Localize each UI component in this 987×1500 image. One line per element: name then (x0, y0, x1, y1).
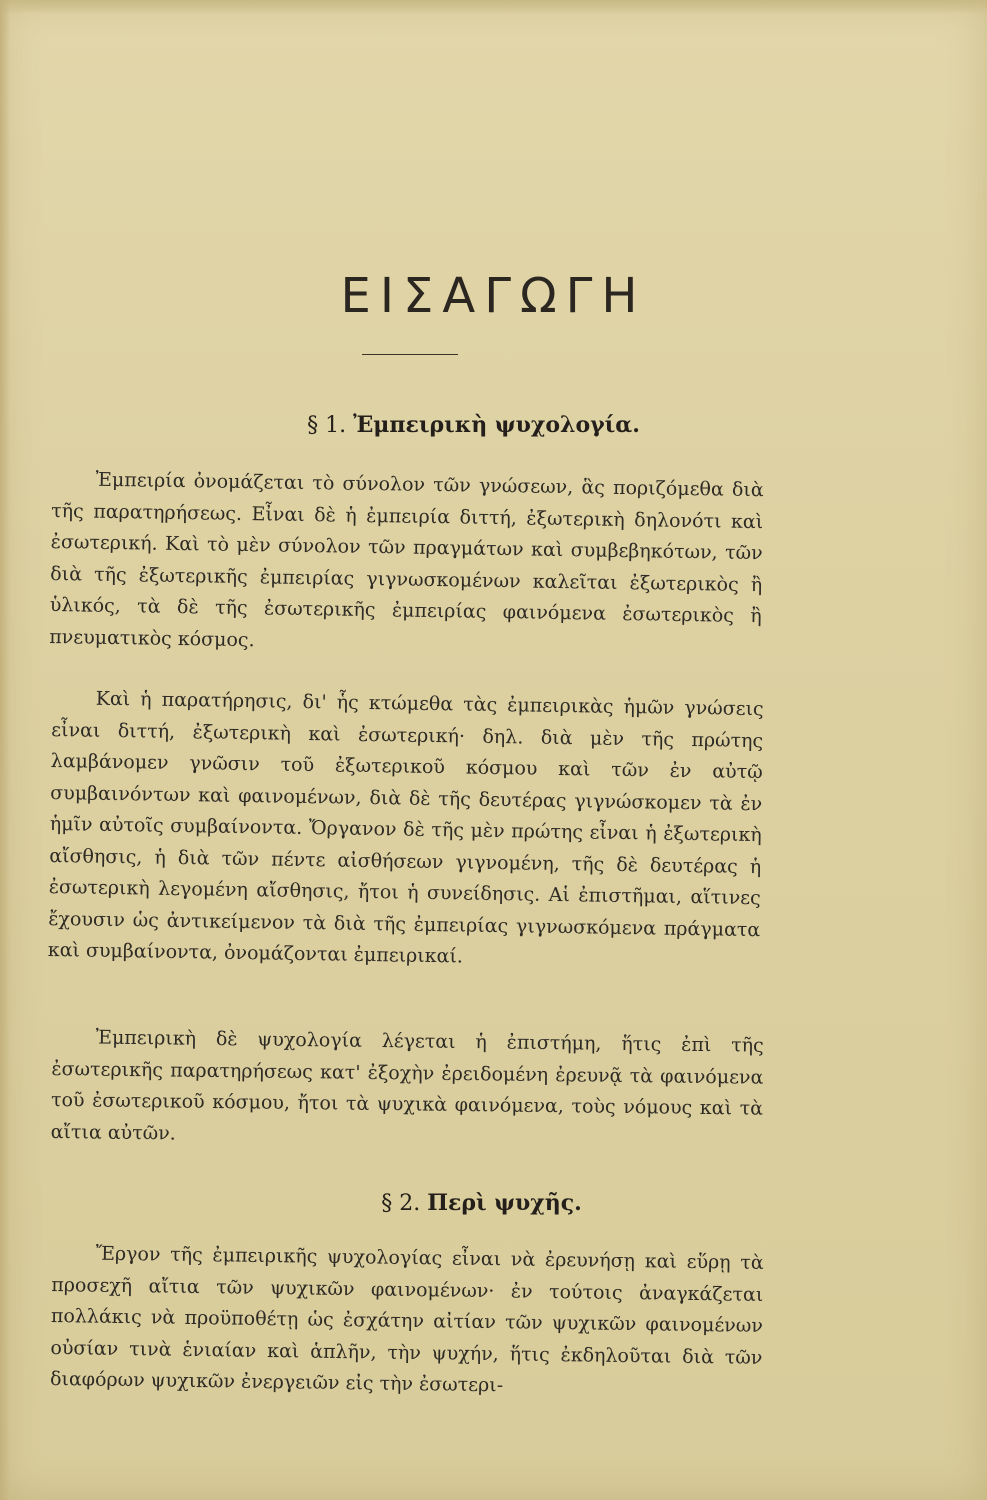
section-heading-1 (0, 412, 967, 438)
chapter-title: ΕΙΣΑΓΩΓΗ (340, 268, 647, 324)
section-title-1: Ἐμπειρικὴ ψυχολογία. (353, 412, 640, 438)
page-top-edge (0, 0, 987, 14)
paragraph-2: Καὶ ἡ παρατήρησις, δι' ἧς κτώμεθα τὰς ἐμπειρικὰς ἡμῶν γνώσεις εἶναι διττή, ἐξωτερικὴ καὶ ἐσωτερική· δηλ. διὰ μὲν τῆς πρώτης λαμβάνομεν γνῶσιν τοῦ ἐξωτερικοῦ κόσμου καὶ τῶν ἐν αὐτῷ συμβαινόντων καὶ φαινομένων, διὰ δὲ τῆς δευτέρας γιγνώσκομεν τὰ ἐν ἡμῖν αὐτοῖς συμβαίνοντα. Ὄργανον δὲ τῆς μὲν πρώτης εἶναι ἡ ἐξωτερικὴ αἴσθησις, ἡ διὰ τῶν πέντε αἰσθήσεων γιγνομένη, τῆς δὲ δευτέρας ἡ ἐσωτερικὴ λεγομένη αἴσθησις, ἤτοι ἡ συνείδησις. Αἱ ἐπιστῆμαι, αἵτινες ἔχουσιν ὡς ἀντικείμενον τὰ διὰ τῆς ἐμπειρίας γιγνωσκόμενα πράγματα καὶ συμβαίνοντα, ὀνομάζονται ἐμπειρικαί. (47, 687, 764, 968)
section-title-2: Περὶ ψυχῆς. (427, 1190, 582, 1216)
paragraph-1: Ἐμπειρία ὀνομάζεται τὸ σύνολον τῶν γνώσεων, ἃς ποριζόμεθα διὰ τῆς παρατηρήσεως. Εἶναι δὲ ἡ ἐμπειρία διττή, ἐξωτερικὴ δηλονότι καὶ ἐσωτερική. Καὶ τὸ μὲν σύνολον τῶν πραγμάτων καὶ συμβεβηκότων, τῶν διὰ τῆς ἐξωτερικῆς ἐμπειρίας γιγνωσκομένων καλεῖται ἐξωτερικὸς ἢ ὑλικός, τὰ δὲ τῆς ἐσωτερικῆς ἐμπειρίας φαινόμενα ἐσωτερικὸς ἢ πνευματικὸς κόσμος. (49, 468, 764, 651)
paragraph-4: Ἔργον τῆς ἐμπειρικῆς ψυχολογίας εἶναι νὰ ἐρευνήσῃ καὶ εὕρῃ τὰ προσεχῆ αἴτια τῶν ψυχικῶν φαινομένων· ἐν τούτοις ἀναγκάζεται πολλάκις νὰ προϋποθέτῃ ὡς ἐσχάτην αἰτίαν τῶν ψυχικῶν φαινομένων οὐσίαν τινὰ ἑνιαίαν καὶ ἁπλῆν, τὴν ψυχήν, ἥτις ἐκδηλοῦται διὰ τῶν διαφόρων ψυχικῶν ἐνεργειῶν εἰς τὴν ἐσωτερι- (49, 1242, 764, 1397)
section-number-2: § 2. (381, 1191, 421, 1216)
page-left-edge (0, 0, 10, 1500)
section-number-1: § 1. (307, 413, 347, 438)
paragraph-3: Ἐμπειρικὴ δὲ ψυχολογία λέγεται ἡ ἐπιστήμη, ἥτις ἐπὶ τῆς ἐσωτερικῆς παρατηρήσεως κατ' ἐξοχὴν ἐρειδομένη ἐρευνᾷ τὰ φαινόμενα τοῦ ἐσωτερικοῦ κόσμου, ἤτοι τὰ ψυχικὰ φαινόμενα, τοὺς νόμους καὶ τὰ αἴτια αὐτῶν. (50, 1026, 764, 1145)
section-heading-2 (0, 1190, 975, 1216)
title-divider (362, 354, 458, 355)
